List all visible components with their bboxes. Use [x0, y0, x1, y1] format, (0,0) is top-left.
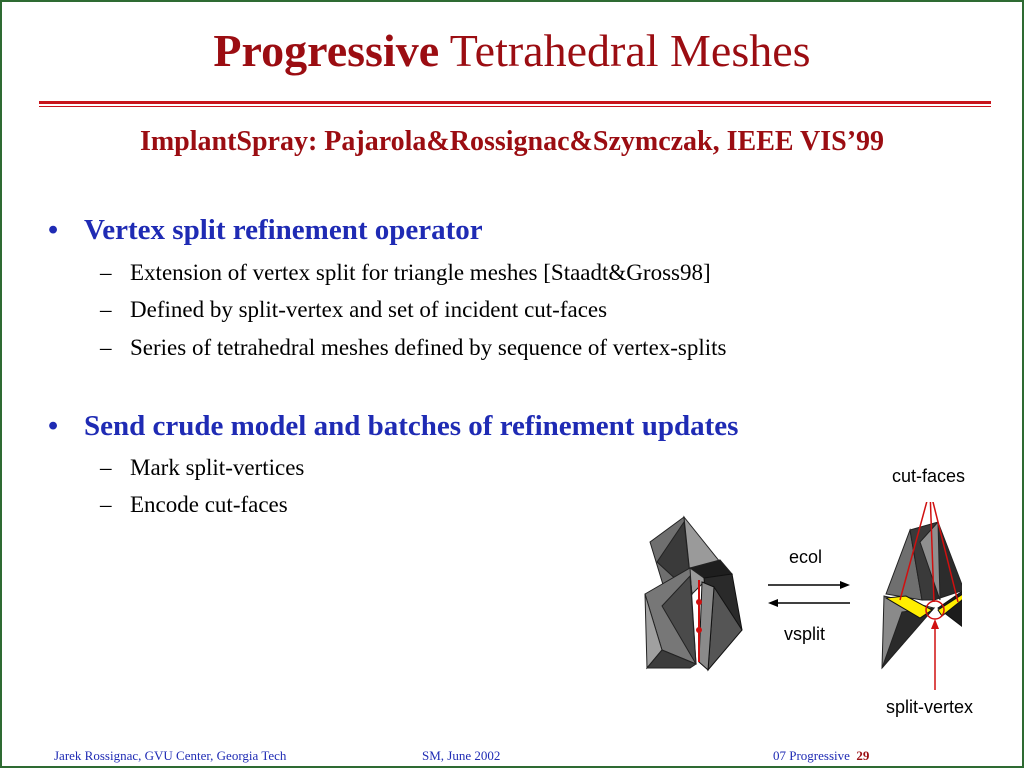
title-rule [39, 101, 991, 104]
coarse-mesh [882, 502, 962, 690]
sub-bullet-text: Mark split-vertices [130, 455, 305, 480]
bullet-1 [48, 214, 483, 247]
slide-title [2, 26, 1022, 77]
footer-section-name: 07 Progressive [773, 748, 850, 763]
sub-marker: – [100, 335, 112, 360]
footer-author: Jarek Rossignac, GVU Center, Georgia Tech [54, 748, 287, 763]
sub-bullet [100, 492, 288, 518]
ecol-label: ecol [789, 547, 823, 567]
bullet-marker: • [48, 410, 59, 442]
sub-bullet-text: Extension of vertex split for triangle meshes [Staadt&Gross98] [130, 260, 711, 285]
subtitle: ImplantSpray: Pajarola&Rossignac&Szymczak, IEEE VIS’99 [139, 126, 885, 157]
sub-bullet-text: Series of tetrahedral meshes defined by sequence of vertex-splits [130, 335, 727, 360]
sub-bullet-text: Defined by split-vertex and set of incident cut-faces [130, 297, 608, 322]
title-rest: Tetrahedral Meshes [439, 25, 811, 76]
sub-bullet [100, 455, 304, 481]
sub-marker: – [100, 297, 112, 322]
ecol-arrowhead [840, 581, 850, 589]
sub-marker: – [100, 260, 112, 285]
split-vertex-marker [696, 599, 702, 605]
sub-bullet [100, 297, 607, 323]
page-number: 29 [856, 748, 870, 763]
split-vertex-pointer-head [931, 619, 939, 629]
footer-section [773, 748, 869, 764]
sub-bullet-text: Encode cut-faces [130, 492, 288, 517]
refined-mesh [645, 517, 742, 670]
split-vertex-label: split-vertex [886, 697, 974, 717]
footer-date: SM, June 2002 [422, 748, 501, 763]
split-vertex-marker [696, 627, 702, 633]
title-rule-thin [39, 106, 991, 107]
sub-marker: – [100, 492, 112, 517]
bullet-2 [48, 410, 738, 443]
title-bold: Progressive [213, 25, 440, 76]
sub-bullet [100, 335, 727, 361]
sub-marker: – [100, 455, 112, 480]
cut-faces-label: cut-faces [892, 466, 966, 486]
vertex-split-figure [622, 502, 962, 702]
vsplit-arrowhead [768, 599, 778, 607]
sub-bullet [100, 260, 711, 286]
vsplit-label: vsplit [784, 624, 826, 644]
bullet-text: Send crude model and batches of refinement updates [84, 410, 739, 442]
bullet-marker: • [48, 214, 59, 246]
bullet-text: Vertex split refinement operator [84, 214, 483, 246]
